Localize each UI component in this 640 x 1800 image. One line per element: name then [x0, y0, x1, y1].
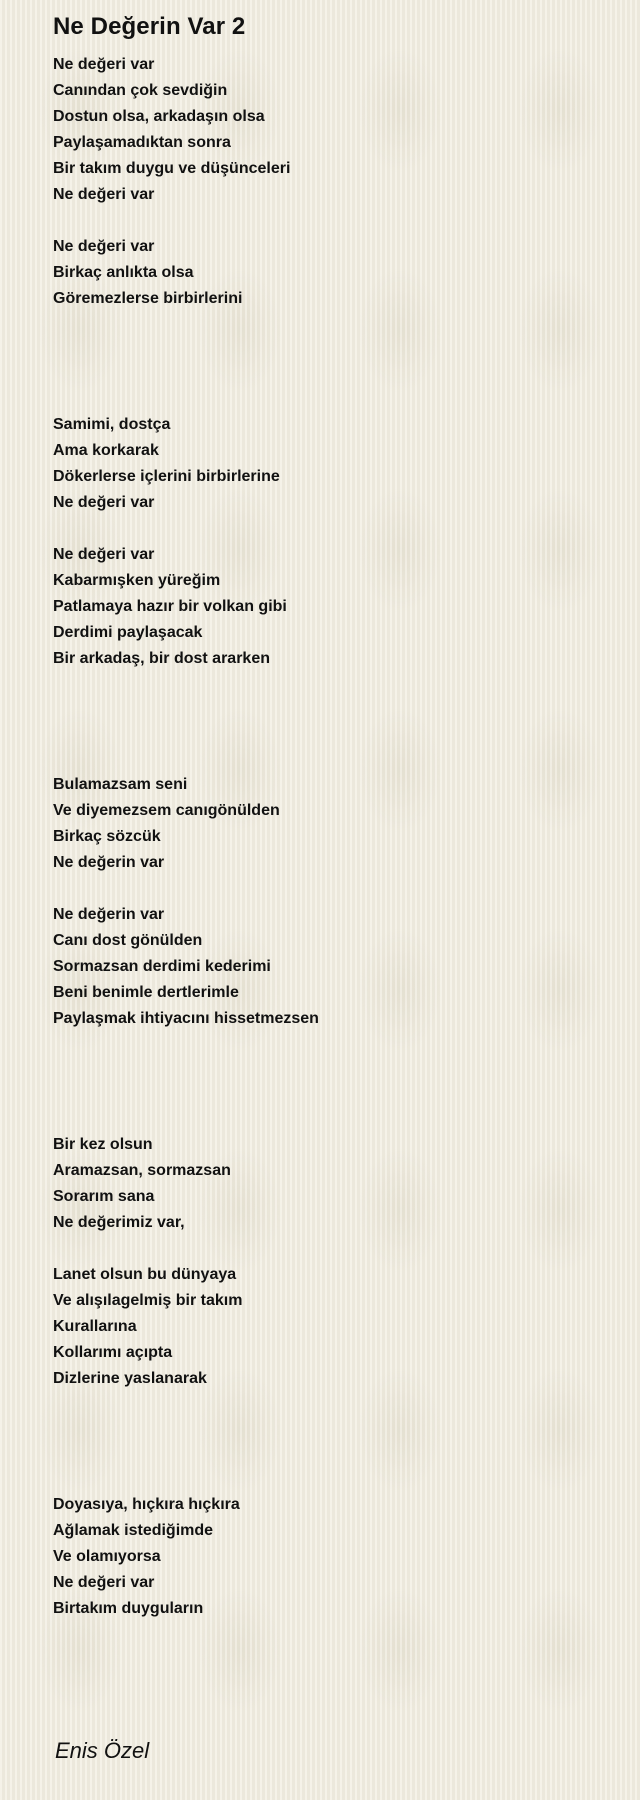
- poem-line: Samimi, dostça: [53, 416, 171, 433]
- stanza-gap: [53, 208, 613, 234]
- poem-line: Sormazsan derdimi kederimi: [53, 958, 271, 975]
- poem-line: Ne değeri var: [53, 1574, 155, 1591]
- poem-line: Birkaç anlıkta olsa: [53, 264, 194, 281]
- section-gap: [53, 1032, 613, 1132]
- stanza-gap: [53, 1236, 613, 1262]
- stanza: [53, 1132, 613, 1236]
- poem-line: Beni benimle dertlerimle: [53, 984, 239, 1001]
- stanza-gap: [53, 516, 613, 542]
- poem-line: Ama korkarak: [53, 442, 159, 459]
- poem-line: Canından çok sevdiğin: [53, 82, 228, 99]
- poem-author: Enis Özel: [55, 1738, 150, 1763]
- poem-line: Ve diyemezsem canıgönülden: [53, 802, 280, 819]
- poem-line: Ne değerin var: [53, 906, 165, 923]
- poem-line: Ne değerimiz var,: [53, 1214, 185, 1231]
- stanza: [53, 542, 613, 672]
- poem-line: Ne değerin var: [53, 854, 165, 871]
- poem-line: Patlamaya hazır bir volkan gibi: [53, 598, 287, 615]
- section-gap: [53, 672, 613, 772]
- section-gap: [53, 1392, 613, 1492]
- stanza: [53, 772, 613, 876]
- poem-line: Ne değeri var: [53, 494, 155, 511]
- poem-line: Sorarım sana: [53, 1188, 155, 1205]
- poem-body: [53, 52, 613, 1622]
- poem-line: Birkaç sözcük: [53, 828, 161, 845]
- stanza: [53, 412, 613, 516]
- stanza: [53, 234, 613, 312]
- stanza-gap: [53, 876, 613, 902]
- poem-line: Ne değeri var: [53, 238, 155, 255]
- poem-line: Ne değeri var: [53, 56, 155, 73]
- poem-line: Paylaşmak ihtiyacını hissetmezsen: [53, 1010, 319, 1027]
- poem-line: Birtakım duyguların: [53, 1600, 204, 1617]
- poem-line: Aramazsan, sormazsan: [53, 1162, 231, 1179]
- stanza: [53, 52, 613, 208]
- poem-line: Ne değeri var: [53, 546, 155, 563]
- poem-line: Dostun olsa, arkadaşın olsa: [53, 108, 265, 125]
- poem-line: Canı dost gönülden: [53, 932, 203, 949]
- poem-line: Ve olamıyorsa: [53, 1548, 161, 1565]
- section-gap: [53, 312, 613, 412]
- stanza: [53, 1492, 613, 1622]
- poem-line: Doyasıya, hıçkıra hıçkıra: [53, 1496, 240, 1513]
- poem-line: Dökerlerse içlerini birbirlerine: [53, 468, 280, 485]
- poem-line: Derdimi paylaşacak: [53, 624, 203, 641]
- poem-line: Kabarmışken yüreğim: [53, 572, 221, 589]
- poem-line: Lanet olsun bu dünyaya: [53, 1266, 237, 1283]
- poem-line: Kurallarına: [53, 1318, 137, 1335]
- poem-line: Ve alışılagelmiş bir takım: [53, 1292, 243, 1309]
- poem-line: Ağlamak istediğimde: [53, 1522, 214, 1539]
- poem-line: Bir kez olsun: [53, 1136, 153, 1153]
- stanza: [53, 902, 613, 1032]
- poem-line: Göremezlerse birbirlerini: [53, 290, 243, 307]
- poem-line: Bir arkadaş, bir dost ararken: [53, 650, 270, 667]
- poem-line: Bulamazsam seni: [53, 776, 188, 793]
- poem-line: Kollarımı açıpta: [53, 1344, 173, 1361]
- poem-line: Bir takım duygu ve düşünceleri: [53, 160, 291, 177]
- poem-line: Ne değeri var: [53, 186, 155, 203]
- poem-line: Paylaşamadıktan sonra: [53, 134, 231, 151]
- poem-line: Dizlerine yaslanarak: [53, 1370, 207, 1387]
- poem-page: [53, 12, 613, 1622]
- poem-title: Ne Değerin Var 2: [53, 13, 246, 40]
- stanza: [53, 1262, 613, 1392]
